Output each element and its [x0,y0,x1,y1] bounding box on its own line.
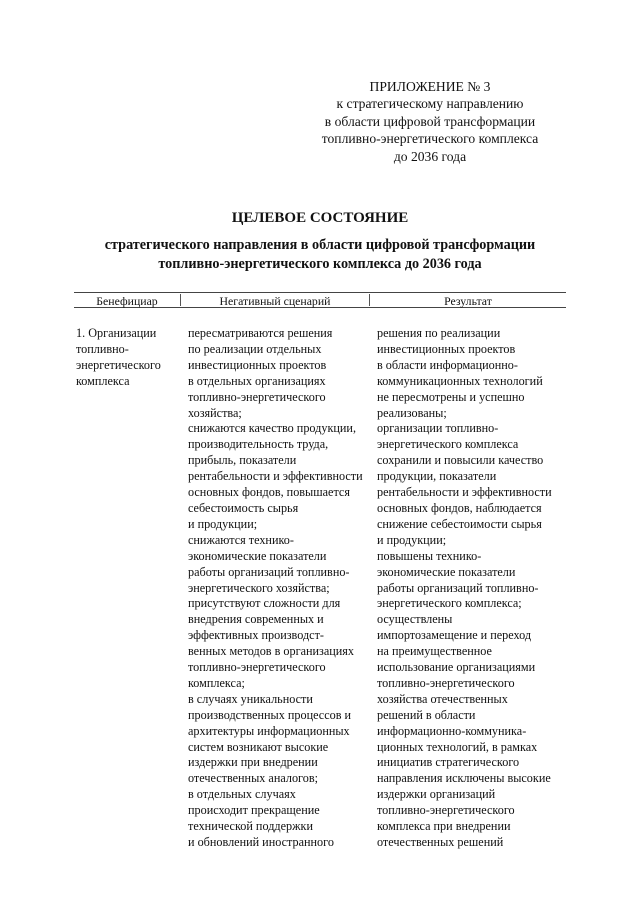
cell-line: топливно-энергетического [377,675,515,690]
cell-line: архитектуры информационных [188,723,350,738]
cell-line: и обновлений иностранного [188,835,334,849]
cell-line: снижаются технико- [188,532,294,547]
cell-line: инициатив стратегического [377,755,520,770]
cell-line: отечественных аналогов; [188,771,318,786]
cell-line: повышены технико- [377,548,482,563]
cell-line: реализованы; [377,405,447,420]
header-beneficiary: Бенефициар [96,294,158,308]
cell-line: прибыль, показатели [188,453,297,468]
cell-line: основных фондов, наблюдается [377,500,542,515]
cell-line: отечественных решений [377,835,504,849]
cell-line: комплекса [76,373,130,388]
cell-line: топливно-энергетического [188,389,326,404]
cell-line: технической поддержки [188,819,313,834]
cell-line: систем возникают высокие [188,739,329,754]
column-negative-scenario [188,326,363,851]
cell-line: происходит прекращение [188,803,320,818]
cell-line: решения по реализации [377,326,501,340]
cell-line: производительность труда, [188,437,329,452]
cell-line: использование организациями [377,660,536,675]
cell-line: рентабельности и эффективности [188,469,363,484]
cell-line: в отдельных случаях [188,787,296,802]
cell-line: хозяйства; [188,405,242,420]
header-result: Результат [444,294,492,308]
table-top-rule [74,292,566,293]
cell-line: экономические показатели [377,564,516,579]
cell-line: и продукции; [188,516,258,531]
cell-line: по реализации отдельных [188,341,322,356]
cell-line: решений в области [377,707,476,722]
cell-line: организации топливно- [377,421,499,436]
cell-line: энергетического комплекса; [377,596,522,611]
cell-line: 1. Организации [76,326,157,340]
cell-line: топливно- [76,341,129,356]
cell-line: эффективных производст- [188,628,324,643]
cell-line: венных методов в организациях [188,644,355,659]
cell-line: основных фондов, повышается [188,485,350,500]
cell-line: присутствуют сложности для [188,596,341,611]
cell-line: рентабельности и эффективности [377,485,552,500]
cell-line: пересматриваются решения [188,326,333,340]
cell-line: энергетического [76,357,161,372]
cell-line: топливно-энергетического [377,803,515,818]
cell-line: экономические показатели [188,548,327,563]
cell-line: импортозамещение и переход [377,628,532,643]
cell-line: инвестиционных проектов [377,341,516,356]
cell-line: в случаях уникальности [188,691,313,706]
column-beneficiary [76,326,161,390]
cell-line: комплекса; [188,675,245,690]
cell-line: инвестиционных проектов [188,357,327,372]
cell-line: осуществлены [377,612,453,627]
cell-line: в отдельных организациях [188,373,326,388]
cell-line: продукции, показатели [377,469,497,484]
appendix-line: в области цифровой трансформации [324,113,536,129]
cell-line: не пересмотрены и успешно [377,389,525,404]
cell-line: работы организаций топливно- [377,580,539,595]
document-heading: ЦЕЛЕВОЕ СОСТОЯНИЕ [231,210,409,226]
column-result [377,326,552,851]
cell-line: снижение себестоимости сырья [377,516,542,531]
cell-line: хозяйства отечественных [377,691,508,706]
appendix-line: топливно-энергетического комплекса [321,131,539,147]
cell-line: себестоимость сырья [188,500,299,515]
cell-line: на преимущественное [377,644,492,659]
cell-line: внедрения современных и [188,612,324,627]
document-subtitle [0,236,640,274]
cell-line: информационно-коммуника- [377,723,527,738]
cell-line: сохранили и повысили качество [377,453,544,468]
cell-line: комплекса при внедрении [377,819,511,834]
appendix-line: ПРИЛОЖЕНИЕ № 3 [369,79,491,94]
cell-line: ционных технологий, в рамках [377,739,538,754]
appendix-line: к стратегическому направлению [336,96,524,112]
cell-line: издержки организаций [377,787,496,802]
appendix-block [300,78,560,165]
cell-line: топливно-энергетического [188,660,326,675]
cell-line: коммуникационных технологий [377,373,543,388]
cell-line: направления исключены высокие [377,771,551,786]
cell-line: издержки при внедрении [188,755,318,770]
appendix-line: до 2036 года [393,148,467,164]
cell-line: снижаются качество продукции, [188,421,356,436]
cell-line: энергетического комплекса [377,437,519,452]
cell-line: в области информационно- [377,357,518,372]
cell-line: работы организаций топливно- [188,564,350,579]
subtitle-line: топливно-энергетического комплекса до 2036 года [158,256,482,272]
cell-line: и продукции; [377,532,447,547]
cell-line: энергетического хозяйства; [188,580,330,595]
cell-line: производственных процессов и [188,707,352,722]
header-negative-scenario: Негативный сценарий [219,294,331,308]
subtitle-line: стратегического направления в области цифровой трансформации [104,237,536,253]
